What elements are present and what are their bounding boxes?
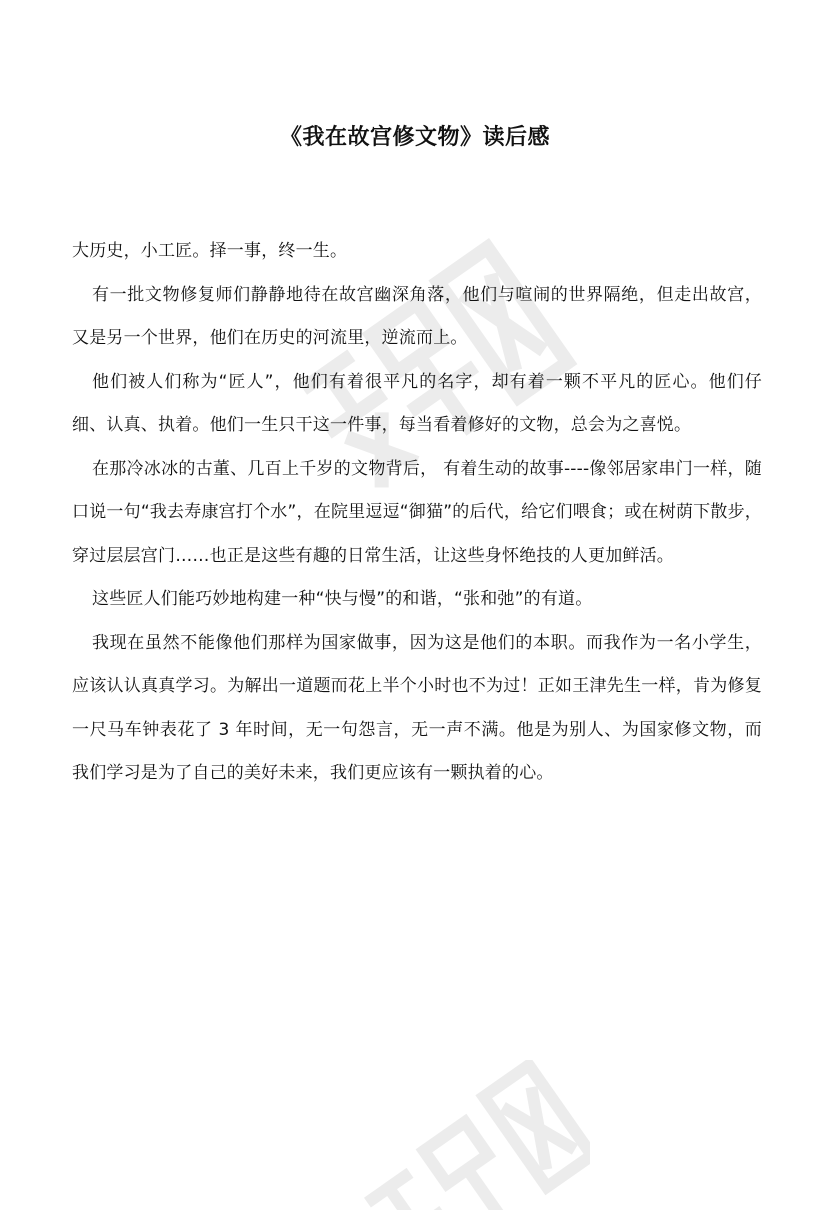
paragraph-2: 有一批文物修复师们静静地待在故宫幽深角落，他们与喧闹的世界隔绝，但走出故宫，又是另一个世界，他们在历史的河流里，逆流而上。 (72, 284, 762, 348)
paragraph-3: 他们被人们称为“匠人”，他们有着很平凡的名字，却有着一颗不平凡的匠心。他们仔细、认真、执着。他们一生只干这一件事，每当看着修好的文物，总会为之喜悦。 (72, 371, 762, 435)
paragraph-4: 在那冷冰冰的古董、几百上千岁的文物背后， 有着生动的故事----像邻居家串门一样，随口说一句“我去寿康宫打个水”，在院里逗逗“御猫”的后代，给它们喂食；或在树荫下散步，穿过层层宫门……也正是这些有趣的日常生活，让这些身怀绝技的人更加鲜活。 (72, 458, 762, 566)
watermark-stamp-lower (330, 1060, 590, 1210)
paragraph-1: 大历史，小工匠。择一事，终一生。 (72, 241, 348, 261)
paragraph-5: 这些匠人们能巧妙地构建一种“快与慢”的和谐，“张和弛”的有道。 (92, 589, 593, 609)
document-body (72, 230, 762, 796)
paragraph-6: 我现在虽然不能像他们那样为国家做事，因为这是他们的本职。而我作为一名小学生，应该认认真真学习。为解出一道题而花上半个小时也不为过！正如王津先生一样，肯为修复一尺马车钟表花了 3 年时间，无一句怨言，无一声不满。他是为别人、为国家修文物，而我们学习是为了自己的美好未来，我们更应该有一颗执着的心。 (72, 632, 762, 783)
document-title: 《我在故宫修文物》读后感 (279, 124, 550, 150)
